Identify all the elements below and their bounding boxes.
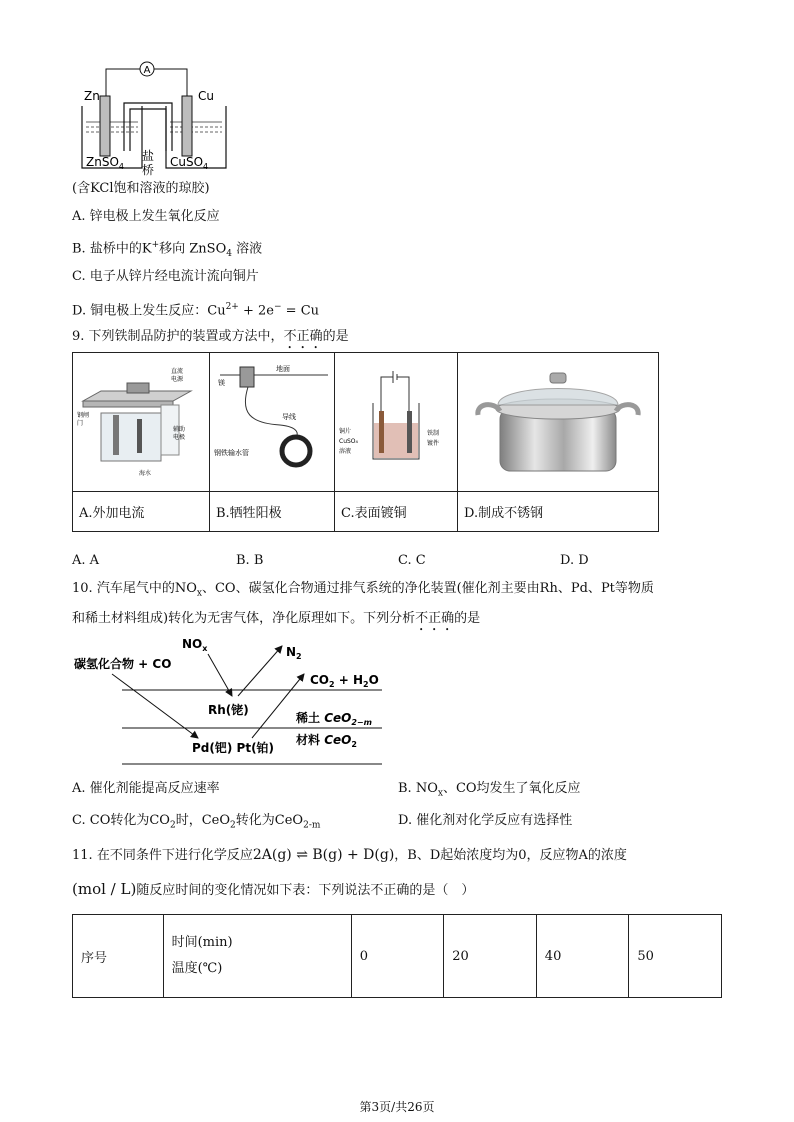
svg-text:材料 CeO2: 材料 CeO$_2$ — [296, 733, 357, 749]
svg-text:Zn: Zn — [84, 89, 100, 103]
svg-text:镁: 镁 — [218, 379, 225, 387]
q8-figure-caption: (含KCl饱和溶液的琼胶) — [72, 181, 210, 196]
svg-text:Pd(钯) Pt(铂): Pd(钯) Pt(铂) — [192, 741, 275, 755]
q9-caption-c: C.表面镀铜 — [335, 492, 458, 532]
svg-text:盐: 盐 — [141, 149, 155, 163]
q9-cell-a — [73, 353, 210, 492]
svg-text:直流: 直流 — [171, 368, 184, 375]
q9-caption-b: B.牺牲阳极 — [210, 492, 335, 532]
q8-option-d: D. 铜电极上发生反应：$Cu^{2+} + 2e^- = Cu$ — [72, 302, 320, 319]
svg-text:海水: 海水 — [139, 470, 152, 477]
q9-cell-d — [458, 353, 659, 492]
catalyst-mechanism-diagram — [70, 632, 390, 768]
stainless-pot-image — [458, 353, 658, 487]
svg-text:碳氢化合物 + CO: 碳氢化合物 + CO — [74, 657, 172, 671]
q10-option-c: C. CO转化为$CO_2$时，CeO$_2$转化为CeO$_{2-m}$ — [72, 813, 321, 831]
svg-text:稀土 CeO2−m: 稀土 CeO$_{2-m}$ — [296, 711, 372, 727]
q11-stem-line2: (mol / L)随反应时间的变化情况如下表：下列说法不正确的是（ ） — [72, 880, 475, 898]
q11-col-20: 20 — [444, 915, 537, 998]
q10-option-b: B. $NO_x$、CO均发生了氧化反应 — [398, 781, 581, 799]
q9-cell-b — [210, 353, 335, 492]
q8-option-c: C. 电子从锌片经电流计流向铜片 — [72, 269, 259, 284]
q10-stem-line2: 和稀土材料组成)转化为无害气体，净化原理如下。下列分析不正确的是 — [72, 611, 481, 626]
svg-text:CO2 + H2O: $CO_2 + H_2O$ — [310, 673, 379, 689]
svg-text:铁制: 铁制 — [427, 430, 440, 437]
copper-plating-figure — [335, 353, 457, 487]
svg-text:ZnSO4: ZnSO$_4$ — [86, 155, 124, 171]
svg-text:导线: 导线 — [282, 413, 296, 421]
svg-text:N2: $N_2$ — [286, 645, 302, 661]
svg-text:Cu: Cu — [198, 89, 214, 103]
q9-caption-d: D.制成不锈钢 — [458, 492, 659, 532]
svg-text:电极: 电极 — [173, 434, 186, 441]
q9-choice-c: C. C — [398, 553, 426, 568]
svg-text:辅助: 辅助 — [173, 426, 186, 433]
q10-option-a: A. 催化剂能提高反应速率 — [72, 781, 220, 796]
q11-header-seq: 序号 — [73, 915, 164, 998]
svg-text:门: 门 — [77, 420, 84, 427]
q9-stem: 9. 下列铁制品防护的装置或方法中，不正确的是 — [72, 329, 349, 344]
svg-text:NOx: $NO_x$ — [182, 637, 208, 653]
q10-stem-line1: 10. 汽车尾气中的$NO_x$、CO、碳氢化合物通过排气系统的净化装置(催化剂主要由Rh、Pd、Pt等物质 — [72, 581, 654, 599]
q11-col-40: 40 — [536, 915, 629, 998]
svg-text:地面: 地面 — [276, 365, 290, 373]
q9-choice-a: A. A — [72, 553, 100, 568]
page-footer: 第3页/共26页 — [359, 1100, 435, 1114]
svg-text:Rh(铑): Rh(铑) — [208, 703, 249, 717]
svg-text:钢闸: 钢闸 — [77, 412, 90, 419]
svg-text:溶液: 溶液 — [339, 448, 352, 455]
svg-text:铜片: 铜片 — [339, 428, 352, 435]
q8-option-a: A. 锌电极上发生氧化反应 — [72, 209, 220, 224]
q11-col-0: 0 — [351, 915, 444, 998]
q9-caption-a: A.外加电流 — [73, 492, 210, 532]
impressed-current-figure — [73, 353, 209, 487]
svg-text:钢铁输水管: 钢铁输水管 — [214, 449, 249, 457]
q11-header-time-temp: 时间(min) 温度(℃) — [163, 915, 351, 998]
q11-data-table — [72, 914, 722, 998]
galvanic-cell-diagram — [76, 56, 236, 178]
svg-text:A: A — [143, 65, 151, 76]
q9-choice-b: B. B — [236, 553, 264, 568]
sacrificial-anode-figure — [210, 353, 334, 487]
svg-text:镀件: 镀件 — [427, 440, 440, 447]
q8-option-b: B. 盐桥中的K+移向 ZnSO$_4$ 溶液 — [72, 240, 263, 259]
q11-col-50: 50 — [629, 915, 722, 998]
svg-text:CuSO₄: CuSO₄ — [339, 438, 358, 445]
q11-stem-line1: 11. 在不同条件下进行化学反应2A(g) ⇌ B(g) + D(g)，B、D起始浓度均为0，反应物A的浓度 — [72, 847, 627, 863]
svg-text:电源: 电源 — [171, 376, 184, 383]
q9-cell-c — [335, 353, 458, 492]
q10-option-d: D. 催化剂对化学反应有选择性 — [398, 813, 573, 828]
q9-figure-table — [72, 352, 659, 532]
q9-choice-d: D. D — [560, 553, 589, 568]
svg-text:桥: 桥 — [141, 163, 155, 177]
svg-text:CuSO4: CuSO$_4$ — [170, 155, 209, 171]
